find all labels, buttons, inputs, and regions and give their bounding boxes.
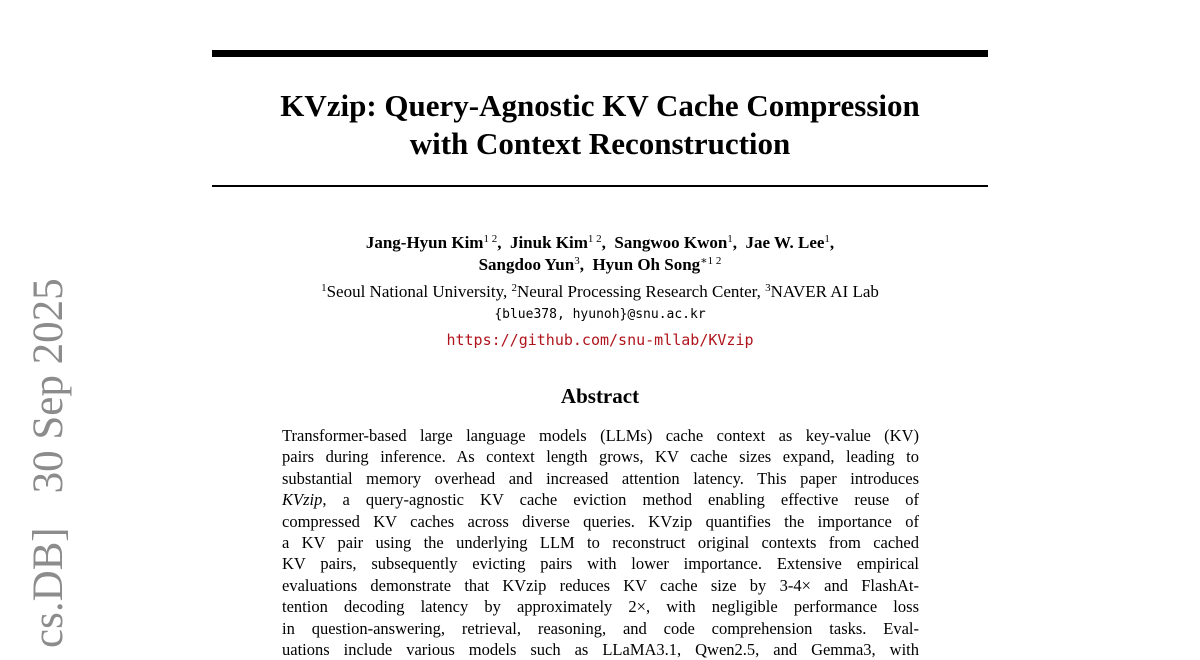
abstract-line	[282, 489, 919, 510]
title-bottom-rule	[212, 185, 988, 187]
abstract-line-text: , a query-agnostic KV cache eviction method enabling effective reuse of	[322, 490, 919, 510]
abstract-body	[282, 425, 919, 660]
github-link[interactable]: https://github.com/snu-mllab/KVzip	[446, 331, 754, 349]
abstract-line: in question-answering, retrieval, reasoning, and code comprehension tasks. Eval-	[282, 618, 919, 638]
abstract-line: compressed KV caches across diverse queries. KVzip quantifies the importance of	[282, 511, 919, 531]
title-line-1: KVzip: Query-Agnostic KV Cache Compression	[280, 88, 920, 123]
author	[614, 233, 732, 252]
arxiv-date: 30 Sep 2025	[25, 278, 72, 494]
abstract-heading: Abstract	[560, 384, 640, 408]
author	[592, 255, 721, 274]
affiliation-marker: 2	[511, 282, 518, 294]
author	[746, 233, 830, 252]
affiliation-name: NAVER AI Lab	[770, 282, 879, 301]
abstract-line: substantial memory overhead and increased attention latency. This paper introduces	[282, 468, 919, 488]
author-affil-marker: 1 2	[587, 233, 602, 245]
author-list	[212, 232, 988, 276]
author-affil-marker: 1	[727, 233, 733, 245]
author-affil-marker: 1 2	[483, 233, 498, 245]
method-name: KVzip	[282, 490, 323, 510]
author-name: Jae W. Lee	[745, 233, 825, 252]
title-top-rule	[212, 50, 988, 57]
abstract-line: uations include various models such as LLaMA3.1, Qwen2.5, and Gemma3, with	[282, 640, 919, 660]
abstract-line: evaluations demonstrate that KVzip reduces KV cache size by 3-4× and FlashAt-	[282, 575, 919, 595]
author-name: Sangwoo Kwon	[614, 233, 728, 252]
title-line-2: with Context Reconstruction	[409, 126, 791, 161]
author	[479, 255, 580, 274]
affiliation-marker: 1	[321, 282, 327, 294]
author-affil-marker: ∗1 2	[700, 255, 722, 267]
author	[510, 233, 602, 252]
author-line-2: Sangdoo Yun$^3$, Hyun Oh Song$^{∗1 2}$	[478, 255, 722, 274]
abstract-line: tention decoding latency by approximately 2×, with negligible performance loss	[282, 597, 919, 617]
affiliation-name: Neural Processing Research Center	[517, 282, 757, 301]
abstract-line: a KV pair using the underlying LLM to reconstruct original contexts from cached	[282, 533, 919, 553]
author	[366, 233, 497, 252]
arxiv-side-stamp	[25, 278, 73, 648]
affiliations: $^1$Seoul National University, $^2$Neural Processing Research Center, $^3$NAVER AI Lab	[321, 282, 879, 301]
affiliation-marker: 3	[765, 282, 771, 294]
author-line-1: Jang-Hyun Kim$^{1 2}$, Jinuk Kim$^{1 2}$, Sangwoo Kwon$^1$, Jae W. Lee$^1$,	[365, 233, 835, 252]
author-affil-marker: 1	[824, 233, 830, 245]
author-name: Jinuk Kim	[509, 233, 588, 252]
affiliation-name: Seoul National University	[326, 282, 504, 301]
author-name: Hyun Oh Song	[592, 255, 701, 274]
abstract-line: Transformer-based large language models (LLMs) cache context as key-value (KV)	[282, 426, 919, 445]
arxiv-category: cs.DB]	[25, 527, 72, 648]
author-name: Sangdoo Yun	[478, 255, 575, 274]
author-affil-marker: 3	[574, 255, 580, 267]
abstract-line: pairs during inference. As context length grows, KV cache sizes expand, leading to	[282, 447, 919, 467]
paper-title	[212, 87, 988, 163]
author-name: Jang-Hyun Kim	[365, 233, 484, 252]
author-email: {blue378, hyunoh}@snu.ac.kr	[494, 307, 706, 322]
abstract-line: KV pairs, subsequently evicting pairs with lower importance. Extensive empirical	[282, 554, 919, 574]
